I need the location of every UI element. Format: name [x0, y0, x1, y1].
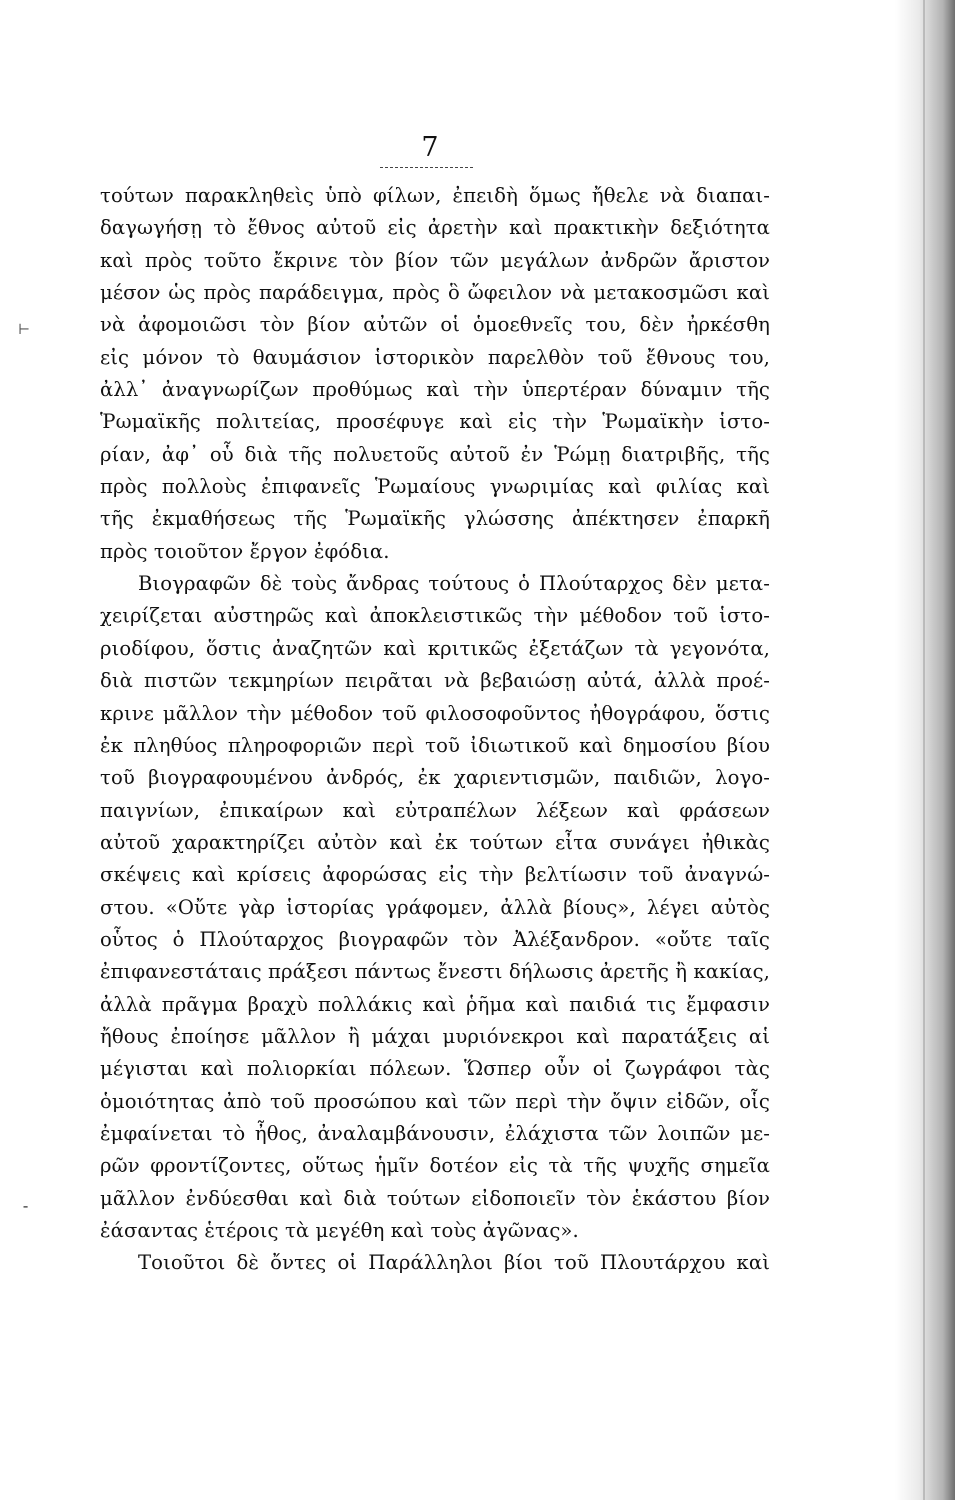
text-line: σκέψεις καὶ κρίσεις ἀφορώσας εἰς τὴν βελτίωσιν τοῦ ἀναγνώ-	[100, 863, 770, 887]
text-line: ἤθους ἐποίησε μᾶλλον ἢ μάχαι μυριόνεκροι καὶ παρατάξεις αἱ	[100, 1024, 770, 1048]
text-line: ἐμφαίνεται τὸ ἦθος, ἀναλαμβάνουσιν, ἐλάχιστα τῶν λοιπῶν με-	[100, 1121, 770, 1145]
text-line: ὁμοιότητας ἀπὸ τοῦ προσώπου καὶ τῶν περὶ τὴν ὄψιν εἰδῶν, οἷς	[100, 1089, 770, 1113]
text-line: ρίαν, ἀφ᾽ οὗ διὰ τῆς πολυετοῦς αὐτοῦ ἐν Ῥώμῃ διατριβῆς, τῆς	[100, 442, 770, 466]
text-line: τοῦ βιογραφουμένου ἀνδρός, ἐκ χαριεντισμῶν, παιδιῶν, λογο-	[100, 766, 770, 790]
text-line: ἀλλ᾽ ἀναγνωρίζων προθύμως καὶ τὴν ὑπερτέραν δύναμιν τῆς	[100, 378, 770, 402]
page-edge-shadow	[895, 0, 955, 1500]
text-line: χειρίζεται αὐστηρῶς καὶ ἀποκλειστικῶς τὴν μέθοδον τοῦ ἱστο-	[100, 604, 770, 628]
body-text	[100, 180, 770, 1280]
text-line: κρινε μᾶλλον τὴν μέθοδον τοῦ φιλοσοφοῦντος ἠθογράφου, ὅστις	[100, 701, 770, 725]
text-line: ἐπιφανεστάταις πράξεσι πάντως ἔνεστι δήλωσις ἀρετῆς ἢ κακίας,	[100, 960, 770, 984]
text-line: εἰς μόνον τὸ θαυμάσιον ἱστορικὸν παρελθὸν τοῦ ἔθνους του,	[100, 345, 770, 369]
text-line: νὰ ἀφομοιῶσι τὸν βίον αὐτῶν οἱ ὁμοεθνεῖς του, δὲν ἠρκέσθη	[100, 313, 770, 337]
text-line: οὗτος ὁ Πλούταρχος βιογραφῶν τὸν Ἀλέξανδρον. «οὔτε ταῖς	[100, 927, 770, 951]
text-line: μέγισται καὶ πολιορκίαι πόλεων. Ὥσπερ οὖν οἱ ζωγράφοι τὰς	[100, 1057, 770, 1081]
margin-scan-mark: ⁃	[22, 1200, 29, 1216]
text-line: πρὸς τοιοῦτον ἔργον ἐφόδια.	[100, 539, 390, 563]
text-line: δαγωγήσῃ τὸ ἔθνος αὐτοῦ εἰς ἀρετὴν καὶ πρακτικὴν δεξιότητα	[100, 216, 770, 240]
margin-scan-mark: ⊢	[18, 322, 31, 338]
text-line: καὶ πρὸς τοῦτο ἔκρινε τὸν βίον τῶν μεγάλων ἀνδρῶν ἄριστον	[100, 248, 770, 272]
text-line: Βιογραφῶν δὲ τοὺς ἄνδρας τούτους ὁ Πλούταρχος δὲν μετα-	[138, 572, 770, 596]
text-line: ριοδίφου, ὅστις ἀναζητῶν καὶ κριτικῶς ἐξετάζων τὰ γεγονότα,	[100, 636, 770, 660]
text-line: ἐκ πληθύος πληροφοριῶν περὶ τοῦ ἰδιωτικοῦ καὶ δημοσίου βίου	[100, 733, 770, 757]
text-line: Τοιοῦτοι δὲ ὄντες οἱ Παράλληλοι βίοι τοῦ Πλουτάρχου καὶ	[138, 1251, 770, 1275]
text-line: αὐτοῦ χαρακτηρίζει αὐτὸν καὶ ἐκ τούτων εἶτα συνάγει ἠθικὰς	[100, 830, 770, 854]
text-line: τῆς ἐκμαθήσεως τῆς Ῥωμαϊκῆς γλώσσης ἀπέκτησεν ἐπαρκῆ	[100, 507, 770, 531]
page-number: 7	[421, 132, 439, 163]
text-line: διὰ πιστῶν τεκμηρίων πειρᾶται νὰ βεβαιώσῃ αὐτά, ἀλλὰ προέ-	[100, 669, 770, 693]
text-line: στου. «Οὔτε γὰρ ἱστορίας γράφομεν, ἀλλὰ βίους», λέγει αὐτὸς	[100, 895, 770, 919]
page-number-rule	[380, 167, 473, 168]
text-line: Ῥωμαϊκῆς πολιτείας, προσέφυγε καὶ εἰς τὴν Ῥωμαϊκὴν ἱστο-	[100, 410, 770, 434]
text-line: ἀλλὰ πρᾶγμα βραχὺ πολλάκις καὶ ῥῆμα καὶ παιδιά τις ἔμφασιν	[100, 992, 770, 1016]
text-line: ρῶν φροντίζοντες, οὕτως ἡμῖν δοτέον εἰς τὰ τῆς ψυχῆς σημεῖα	[100, 1154, 770, 1178]
text-line: μέσον ὡς πρὸς παράδειγμα, πρὸς ὃ ὤφειλον νὰ μετακοσμῶσι καὶ	[100, 281, 770, 305]
text-line: τούτων παρακληθεὶς ὑπὸ φίλων, ἐπειδὴ ὅμως ἤθελε νὰ διαπαι-	[100, 184, 770, 207]
text-line: πρὸς πολλοὺς ἐπιφανεῖς Ῥωμαίους γνωριμίας καὶ φιλίας καὶ	[100, 475, 770, 499]
text-line: μᾶλλον ἐνδύεσθαι καὶ διὰ τούτων εἰδοποιεῖν τὸν ἑκάστου βίον	[100, 1186, 770, 1210]
page-edge-line	[923, 0, 925, 1500]
text-line: ἐάσαντας ἑτέροις τὰ μεγέθη καὶ τοὺς ἀγῶνας».	[100, 1219, 579, 1242]
text-line: παιγνίων, ἐπικαίρων καὶ εὐτραπέλων λέξεων καὶ φράσεων	[100, 798, 770, 822]
